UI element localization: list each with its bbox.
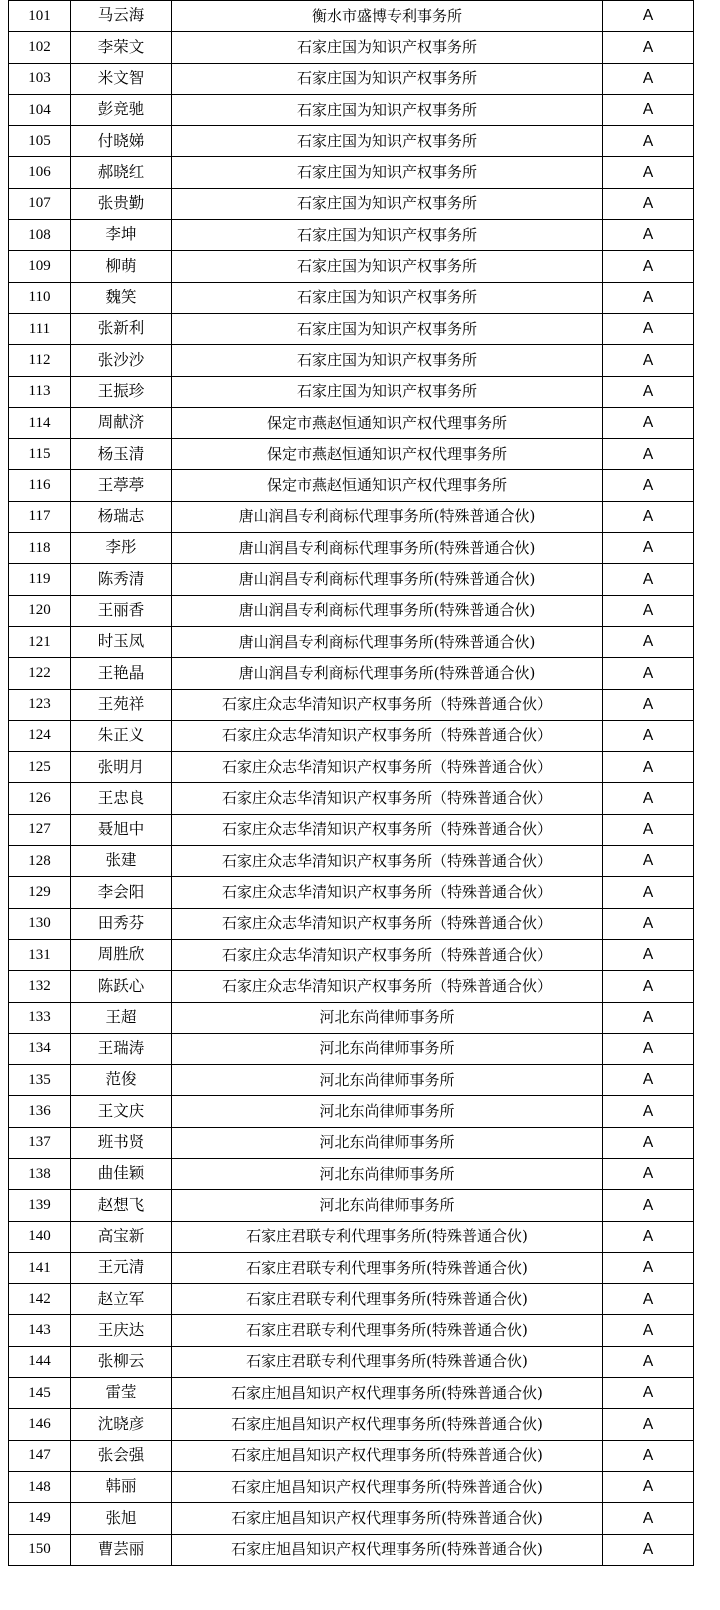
grade-cell: A: [603, 407, 694, 438]
grade-cell: A: [603, 1033, 694, 1064]
firm-name-cell: 石家庄国为知识产权事务所: [172, 376, 603, 407]
grade-cell: A: [603, 188, 694, 219]
grade-cell: A: [603, 1096, 694, 1127]
table-row: [9, 94, 694, 125]
grade-cell: A: [603, 1, 694, 32]
table-row: [9, 908, 694, 939]
firm-name-cell: 石家庄君联专利代理事务所(特殊普通合伙): [172, 1346, 603, 1377]
agent-name-cell: 陈跃心: [71, 971, 172, 1002]
agent-name-cell: 王振珍: [71, 376, 172, 407]
row-number-cell: 112: [9, 345, 71, 376]
grade-cell: A: [603, 282, 694, 313]
firm-name-cell: 石家庄众志华清知识产权事务所（特殊普通合伙）: [172, 720, 603, 751]
agent-roster-table: [8, 0, 694, 1566]
grade-cell: A: [603, 251, 694, 282]
table-row: [9, 877, 694, 908]
firm-name-cell: 石家庄旭昌知识产权代理事务所(特殊普通合伙): [172, 1440, 603, 1471]
table-row: [9, 564, 694, 595]
agent-name-cell: 雷莹: [71, 1378, 172, 1409]
table-row: [9, 814, 694, 845]
table-row: [9, 501, 694, 532]
grade-cell: A: [603, 345, 694, 376]
firm-name-cell: 唐山润昌专利商标代理事务所(特殊普通合伙): [172, 533, 603, 564]
firm-name-cell: 石家庄众志华清知识产权事务所（特殊普通合伙）: [172, 846, 603, 877]
row-number-cell: 125: [9, 752, 71, 783]
agent-name-cell: 张会强: [71, 1440, 172, 1471]
grade-cell: A: [603, 376, 694, 407]
table-row: [9, 1471, 694, 1502]
firm-name-cell: 石家庄众志华清知识产权事务所（特殊普通合伙）: [172, 783, 603, 814]
table-row: [9, 282, 694, 313]
row-number-cell: 123: [9, 689, 71, 720]
row-number-cell: 101: [9, 1, 71, 32]
firm-name-cell: 石家庄国为知识产权事务所: [172, 220, 603, 251]
row-number-cell: 128: [9, 846, 71, 877]
firm-name-cell: 石家庄旭昌知识产权代理事务所(特殊普通合伙): [172, 1471, 603, 1502]
grade-cell: A: [603, 501, 694, 532]
row-number-cell: 118: [9, 533, 71, 564]
firm-name-cell: 唐山润昌专利商标代理事务所(特殊普通合伙): [172, 564, 603, 595]
agent-name-cell: 李坤: [71, 220, 172, 251]
grade-cell: A: [603, 720, 694, 751]
agent-name-cell: 马云海: [71, 1, 172, 32]
row-number-cell: 147: [9, 1440, 71, 1471]
firm-name-cell: 衡水市盛博专利事务所: [172, 1, 603, 32]
agent-name-cell: 曹芸丽: [71, 1534, 172, 1565]
grade-cell: A: [603, 470, 694, 501]
agent-name-cell: 王葶葶: [71, 470, 172, 501]
firm-name-cell: 河北东尚律师事务所: [172, 1002, 603, 1033]
agent-name-cell: 田秀芬: [71, 908, 172, 939]
firm-name-cell: 石家庄众志华清知识产权事务所（特殊普通合伙）: [172, 971, 603, 1002]
grade-cell: A: [603, 94, 694, 125]
grade-cell: A: [603, 846, 694, 877]
table-row: [9, 971, 694, 1002]
firm-name-cell: 石家庄国为知识产权事务所: [172, 188, 603, 219]
firm-name-cell: 唐山润昌专利商标代理事务所(特殊普通合伙): [172, 595, 603, 626]
row-number-cell: 131: [9, 939, 71, 970]
grade-cell: A: [603, 877, 694, 908]
grade-cell: A: [603, 1409, 694, 1440]
row-number-cell: 149: [9, 1503, 71, 1534]
firm-name-cell: 石家庄国为知识产权事务所: [172, 251, 603, 282]
firm-name-cell: 石家庄众志华清知识产权事务所（特殊普通合伙）: [172, 752, 603, 783]
agent-name-cell: 王忠良: [71, 783, 172, 814]
table-row: [9, 313, 694, 344]
agent-name-cell: 王苑祥: [71, 689, 172, 720]
table-row: [9, 345, 694, 376]
table-row: [9, 533, 694, 564]
row-number-cell: 113: [9, 376, 71, 407]
agent-name-cell: 彭竞驰: [71, 94, 172, 125]
row-number-cell: 130: [9, 908, 71, 939]
agent-name-cell: 魏笑: [71, 282, 172, 313]
agent-name-cell: 郝晓红: [71, 157, 172, 188]
firm-name-cell: 石家庄众志华清知识产权事务所（特殊普通合伙）: [172, 908, 603, 939]
agent-name-cell: 王文庆: [71, 1096, 172, 1127]
agent-name-cell: 王超: [71, 1002, 172, 1033]
table-row: [9, 1346, 694, 1377]
grade-cell: A: [603, 1221, 694, 1252]
agent-name-cell: 柳萌: [71, 251, 172, 282]
grade-cell: A: [603, 658, 694, 689]
grade-cell: A: [603, 1190, 694, 1221]
table-row: [9, 1190, 694, 1221]
firm-name-cell: 河北东尚律师事务所: [172, 1158, 603, 1189]
row-number-cell: 126: [9, 783, 71, 814]
firm-name-cell: 石家庄君联专利代理事务所(特殊普通合伙): [172, 1315, 603, 1346]
row-number-cell: 143: [9, 1315, 71, 1346]
table-row: [9, 220, 694, 251]
row-number-cell: 134: [9, 1033, 71, 1064]
row-number-cell: 138: [9, 1158, 71, 1189]
agent-name-cell: 高宝新: [71, 1221, 172, 1252]
grade-cell: A: [603, 220, 694, 251]
row-number-cell: 103: [9, 63, 71, 94]
table-row: [9, 188, 694, 219]
table-row: [9, 126, 694, 157]
agent-name-cell: 沈晓彦: [71, 1409, 172, 1440]
grade-cell: A: [603, 564, 694, 595]
row-number-cell: 124: [9, 720, 71, 751]
firm-name-cell: 河北东尚律师事务所: [172, 1096, 603, 1127]
grade-cell: A: [603, 783, 694, 814]
firm-name-cell: 石家庄国为知识产权事务所: [172, 126, 603, 157]
row-number-cell: 132: [9, 971, 71, 1002]
firm-name-cell: 石家庄国为知识产权事务所: [172, 282, 603, 313]
agent-name-cell: 张旭: [71, 1503, 172, 1534]
table-row: [9, 1284, 694, 1315]
firm-name-cell: 石家庄众志华清知识产权事务所（特殊普通合伙）: [172, 939, 603, 970]
table-row: [9, 1158, 694, 1189]
table-row: [9, 1252, 694, 1283]
table-row: [9, 1534, 694, 1565]
agent-name-cell: 张明月: [71, 752, 172, 783]
table-row: [9, 1409, 694, 1440]
firm-name-cell: 石家庄众志华清知识产权事务所（特殊普通合伙）: [172, 877, 603, 908]
firm-name-cell: 石家庄众志华清知识产权事务所（特殊普通合伙）: [172, 689, 603, 720]
row-number-cell: 120: [9, 595, 71, 626]
agent-name-cell: 杨玉清: [71, 439, 172, 470]
agent-name-cell: 赵想飞: [71, 1190, 172, 1221]
grade-cell: A: [603, 313, 694, 344]
row-number-cell: 114: [9, 407, 71, 438]
firm-name-cell: 石家庄众志华清知识产权事务所（特殊普通合伙）: [172, 814, 603, 845]
row-number-cell: 116: [9, 470, 71, 501]
grade-cell: A: [603, 814, 694, 845]
grade-cell: A: [603, 1440, 694, 1471]
agent-name-cell: 米文智: [71, 63, 172, 94]
row-number-cell: 106: [9, 157, 71, 188]
grade-cell: A: [603, 1252, 694, 1283]
agent-name-cell: 陈秀清: [71, 564, 172, 595]
row-number-cell: 135: [9, 1065, 71, 1096]
firm-name-cell: 河北东尚律师事务所: [172, 1033, 603, 1064]
grade-cell: A: [603, 533, 694, 564]
agent-name-cell: 李荣文: [71, 32, 172, 63]
agent-name-cell: 范俊: [71, 1065, 172, 1096]
grade-cell: A: [603, 157, 694, 188]
agent-name-cell: 付晓娣: [71, 126, 172, 157]
row-number-cell: 142: [9, 1284, 71, 1315]
table-row: [9, 595, 694, 626]
roster-sheet: [8, 0, 693, 1566]
grade-cell: A: [603, 1284, 694, 1315]
row-number-cell: 115: [9, 439, 71, 470]
grade-cell: A: [603, 971, 694, 1002]
table-row: [9, 626, 694, 657]
table-row: [9, 407, 694, 438]
agent-name-cell: 王元清: [71, 1252, 172, 1283]
table-row: [9, 439, 694, 470]
row-number-cell: 121: [9, 626, 71, 657]
grade-cell: A: [603, 1002, 694, 1033]
table-row: [9, 376, 694, 407]
table-row: [9, 157, 694, 188]
agent-name-cell: 班书贤: [71, 1127, 172, 1158]
firm-name-cell: 河北东尚律师事务所: [172, 1190, 603, 1221]
agent-name-cell: 聂旭中: [71, 814, 172, 845]
table-row: [9, 63, 694, 94]
table-row: [9, 1378, 694, 1409]
row-number-cell: 141: [9, 1252, 71, 1283]
table-row: [9, 32, 694, 63]
grade-cell: A: [603, 1065, 694, 1096]
grade-cell: A: [603, 626, 694, 657]
grade-cell: A: [603, 1378, 694, 1409]
firm-name-cell: 石家庄旭昌知识产权代理事务所(特殊普通合伙): [172, 1409, 603, 1440]
table-row: [9, 1315, 694, 1346]
firm-name-cell: 河北东尚律师事务所: [172, 1127, 603, 1158]
firm-name-cell: 河北东尚律师事务所: [172, 1065, 603, 1096]
grade-cell: A: [603, 63, 694, 94]
firm-name-cell: 石家庄国为知识产权事务所: [172, 32, 603, 63]
table-row: [9, 1127, 694, 1158]
firm-name-cell: 石家庄国为知识产权事务所: [172, 63, 603, 94]
firm-name-cell: 石家庄国为知识产权事务所: [172, 345, 603, 376]
agent-name-cell: 王庆达: [71, 1315, 172, 1346]
agent-name-cell: 周献济: [71, 407, 172, 438]
firm-name-cell: 保定市燕赵恒通知识产权代理事务所: [172, 439, 603, 470]
agent-name-cell: 李彤: [71, 533, 172, 564]
firm-name-cell: 石家庄君联专利代理事务所(特殊普通合伙): [172, 1252, 603, 1283]
grade-cell: A: [603, 1158, 694, 1189]
row-number-cell: 133: [9, 1002, 71, 1033]
agent-name-cell: 王瑞涛: [71, 1033, 172, 1064]
grade-cell: A: [603, 939, 694, 970]
row-number-cell: 104: [9, 94, 71, 125]
agent-name-cell: 赵立军: [71, 1284, 172, 1315]
roster-table-body: [9, 1, 694, 1566]
agent-name-cell: 时玉凤: [71, 626, 172, 657]
grade-cell: A: [603, 1534, 694, 1565]
grade-cell: A: [603, 1503, 694, 1534]
agent-name-cell: 杨瑞志: [71, 501, 172, 532]
firm-name-cell: 石家庄旭昌知识产权代理事务所(特殊普通合伙): [172, 1534, 603, 1565]
agent-name-cell: 张贵勤: [71, 188, 172, 219]
firm-name-cell: 保定市燕赵恒通知识产权代理事务所: [172, 470, 603, 501]
row-number-cell: 102: [9, 32, 71, 63]
firm-name-cell: 石家庄君联专利代理事务所(特殊普通合伙): [172, 1221, 603, 1252]
agent-name-cell: 张沙沙: [71, 345, 172, 376]
firm-name-cell: 石家庄旭昌知识产权代理事务所(特殊普通合伙): [172, 1503, 603, 1534]
table-row: [9, 1221, 694, 1252]
grade-cell: A: [603, 689, 694, 720]
row-number-cell: 129: [9, 877, 71, 908]
table-row: [9, 939, 694, 970]
table-row: [9, 1033, 694, 1064]
row-number-cell: 108: [9, 220, 71, 251]
grade-cell: A: [603, 439, 694, 470]
row-number-cell: 150: [9, 1534, 71, 1565]
table-row: [9, 1065, 694, 1096]
agent-name-cell: 曲佳颖: [71, 1158, 172, 1189]
firm-name-cell: 唐山润昌专利商标代理事务所(特殊普通合伙): [172, 626, 603, 657]
row-number-cell: 122: [9, 658, 71, 689]
row-number-cell: 110: [9, 282, 71, 313]
agent-name-cell: 李会阳: [71, 877, 172, 908]
row-number-cell: 109: [9, 251, 71, 282]
agent-name-cell: 周胜欣: [71, 939, 172, 970]
table-row: [9, 470, 694, 501]
row-number-cell: 148: [9, 1471, 71, 1502]
table-row: [9, 846, 694, 877]
table-row: [9, 1440, 694, 1471]
row-number-cell: 119: [9, 564, 71, 595]
firm-name-cell: 石家庄国为知识产权事务所: [172, 313, 603, 344]
table-row: [9, 783, 694, 814]
firm-name-cell: 唐山润昌专利商标代理事务所(特殊普通合伙): [172, 658, 603, 689]
row-number-cell: 140: [9, 1221, 71, 1252]
agent-name-cell: 王艳晶: [71, 658, 172, 689]
table-row: [9, 1, 694, 32]
row-number-cell: 105: [9, 126, 71, 157]
agent-name-cell: 朱正义: [71, 720, 172, 751]
firm-name-cell: 唐山润昌专利商标代理事务所(特殊普通合伙): [172, 501, 603, 532]
row-number-cell: 137: [9, 1127, 71, 1158]
firm-name-cell: 石家庄国为知识产权事务所: [172, 157, 603, 188]
agent-name-cell: 韩丽: [71, 1471, 172, 1502]
grade-cell: A: [603, 32, 694, 63]
grade-cell: A: [603, 595, 694, 626]
row-number-cell: 117: [9, 501, 71, 532]
row-number-cell: 127: [9, 814, 71, 845]
grade-cell: A: [603, 1315, 694, 1346]
table-row: [9, 658, 694, 689]
grade-cell: A: [603, 1346, 694, 1377]
table-row: [9, 251, 694, 282]
table-row: [9, 1002, 694, 1033]
row-number-cell: 136: [9, 1096, 71, 1127]
firm-name-cell: 保定市燕赵恒通知识产权代理事务所: [172, 407, 603, 438]
row-number-cell: 139: [9, 1190, 71, 1221]
grade-cell: A: [603, 126, 694, 157]
grade-cell: A: [603, 908, 694, 939]
agent-name-cell: 张新利: [71, 313, 172, 344]
table-row: [9, 1503, 694, 1534]
firm-name-cell: 石家庄旭昌知识产权代理事务所(特殊普通合伙): [172, 1378, 603, 1409]
agent-name-cell: 张柳云: [71, 1346, 172, 1377]
table-row: [9, 689, 694, 720]
row-number-cell: 146: [9, 1409, 71, 1440]
agent-name-cell: 张建: [71, 846, 172, 877]
grade-cell: A: [603, 1127, 694, 1158]
row-number-cell: 107: [9, 188, 71, 219]
firm-name-cell: 石家庄君联专利代理事务所(特殊普通合伙): [172, 1284, 603, 1315]
row-number-cell: 144: [9, 1346, 71, 1377]
grade-cell: A: [603, 752, 694, 783]
table-row: [9, 720, 694, 751]
grade-cell: A: [603, 1471, 694, 1502]
table-row: [9, 752, 694, 783]
row-number-cell: 111: [9, 313, 71, 344]
row-number-cell: 145: [9, 1378, 71, 1409]
firm-name-cell: 石家庄国为知识产权事务所: [172, 94, 603, 125]
agent-name-cell: 王丽香: [71, 595, 172, 626]
table-row: [9, 1096, 694, 1127]
